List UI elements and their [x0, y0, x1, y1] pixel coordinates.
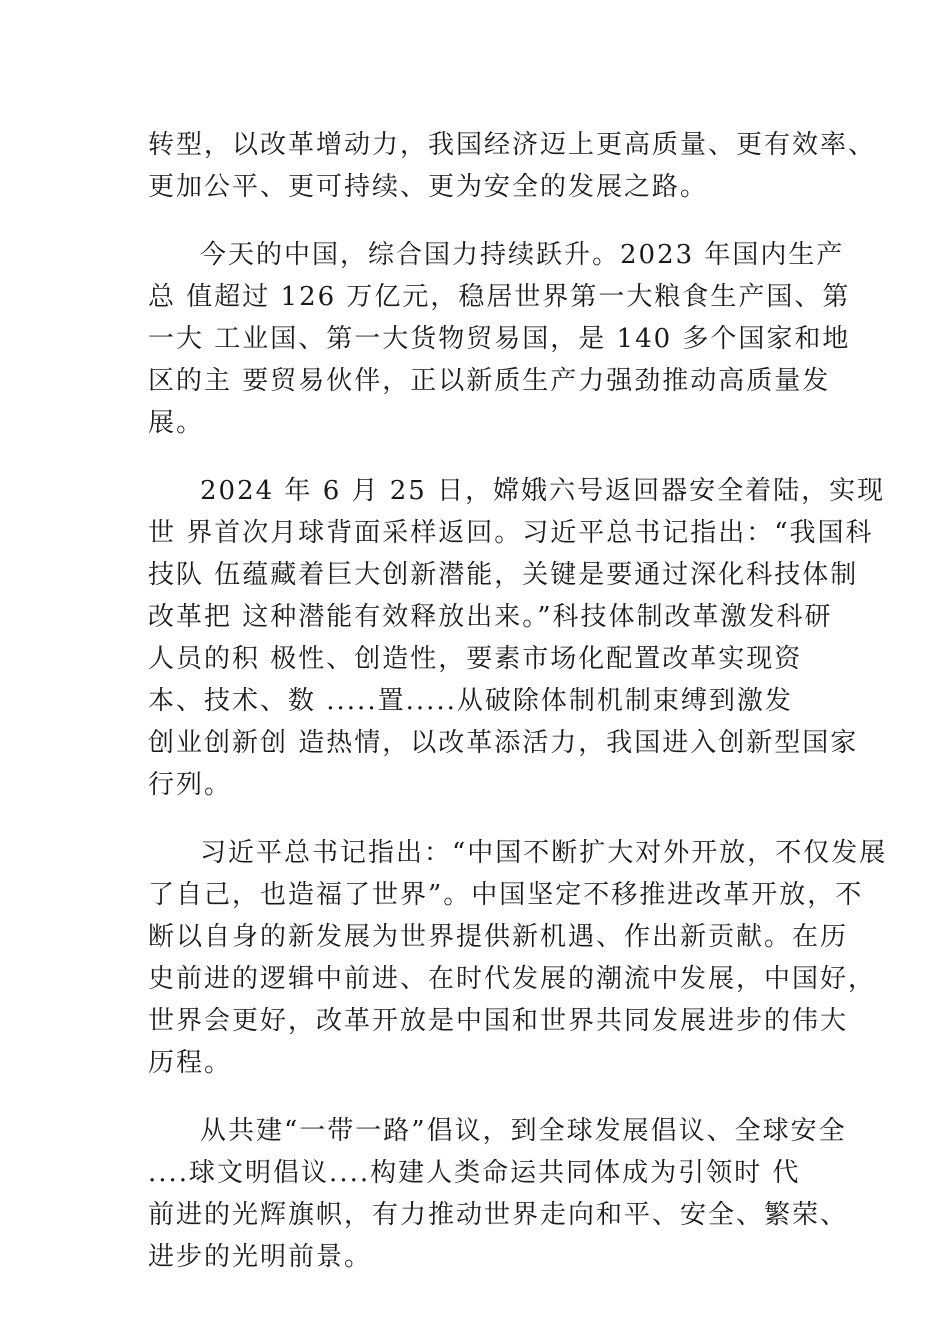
text-line: 更加公平、更可持续、更为安全的发展之路。 — [148, 172, 709, 202]
text-line: 历程。 — [148, 1048, 233, 1078]
text-line: 2024 年 6 月 25 日，嫦娥六号返回器安全着陆，实现 — [200, 476, 886, 506]
text-line: 史前进的逻辑中前进、在时代发展的潮流中发展，中国好， — [148, 964, 877, 994]
text-line: 创业创新创 造热情，以改革添活力，我国进入创新型国家 — [148, 728, 859, 758]
text-line: 习近平总书记指出：“中国不断扩大对外开放，不仅发展 — [200, 838, 888, 868]
text-line: 世 界首次月球背面采样返回。习近平总书记指出：“我国科 — [148, 518, 874, 548]
text-line: 人员的积 极性、创造性，要素市场化配置改革实现资 — [148, 644, 803, 674]
text-line: 进步的光明前景。 — [148, 1242, 373, 1272]
text-line: 今天的中国，综合国力持续跃升。2023 年国内生产 — [200, 240, 845, 270]
paragraph-3 — [148, 470, 886, 806]
text-line: 技队 伍蕴藏着巨大创新潜能，关键是要通过深化科技体制 — [148, 560, 859, 590]
text-line: 总 值超过 126 万亿元，稳居世界第一大粮食生产国、第 — [148, 282, 851, 312]
paragraph-1 — [148, 124, 877, 208]
body-text — [148, 124, 888, 1304]
text-line: 转型，以改革增动力，我国经济迈上更高质量、更有效率、 — [148, 130, 877, 160]
text-line: 从共建“一带一路”倡议，到全球发展倡议、全球安全 — [200, 1116, 847, 1146]
text-line: 前进的光辉旗帜，有力推动世界走向和平、安全、繁荣、 — [148, 1200, 849, 1230]
text-line: 断以自身的新发展为世界提供新机遇、作出新贡献。在历 — [148, 922, 849, 952]
text-line: 一大 工业国、第一大货物贸易国，是 140 多个国家和地 — [148, 324, 851, 354]
paragraph-5 — [148, 1110, 849, 1278]
text-line: 了自己，也造福了世界”。中国坚定不移推进改革开放，不 — [148, 880, 864, 910]
text-line: 区的主 要贸易伙伴，正以新质生产力强劲推动高质量发 — [148, 366, 831, 396]
text-line: 本、技术、数 .....置.....从破除体制机制束缚到激发 — [148, 686, 793, 716]
text-line: ....球文明倡议....构建人类命运共同体成为引领时 代 — [148, 1158, 801, 1188]
paragraph-4 — [148, 832, 888, 1084]
text-line: 世界会更好，改革开放是中国和世界共同发展进步的伟大 — [148, 1006, 849, 1036]
text-line: 展。 — [148, 408, 205, 438]
text-line: 改革把 这种潜能有效释放出来。”科技体制改革激发科研 — [148, 602, 833, 632]
paragraph-2 — [148, 234, 851, 444]
text-line: 行列。 — [148, 770, 233, 800]
